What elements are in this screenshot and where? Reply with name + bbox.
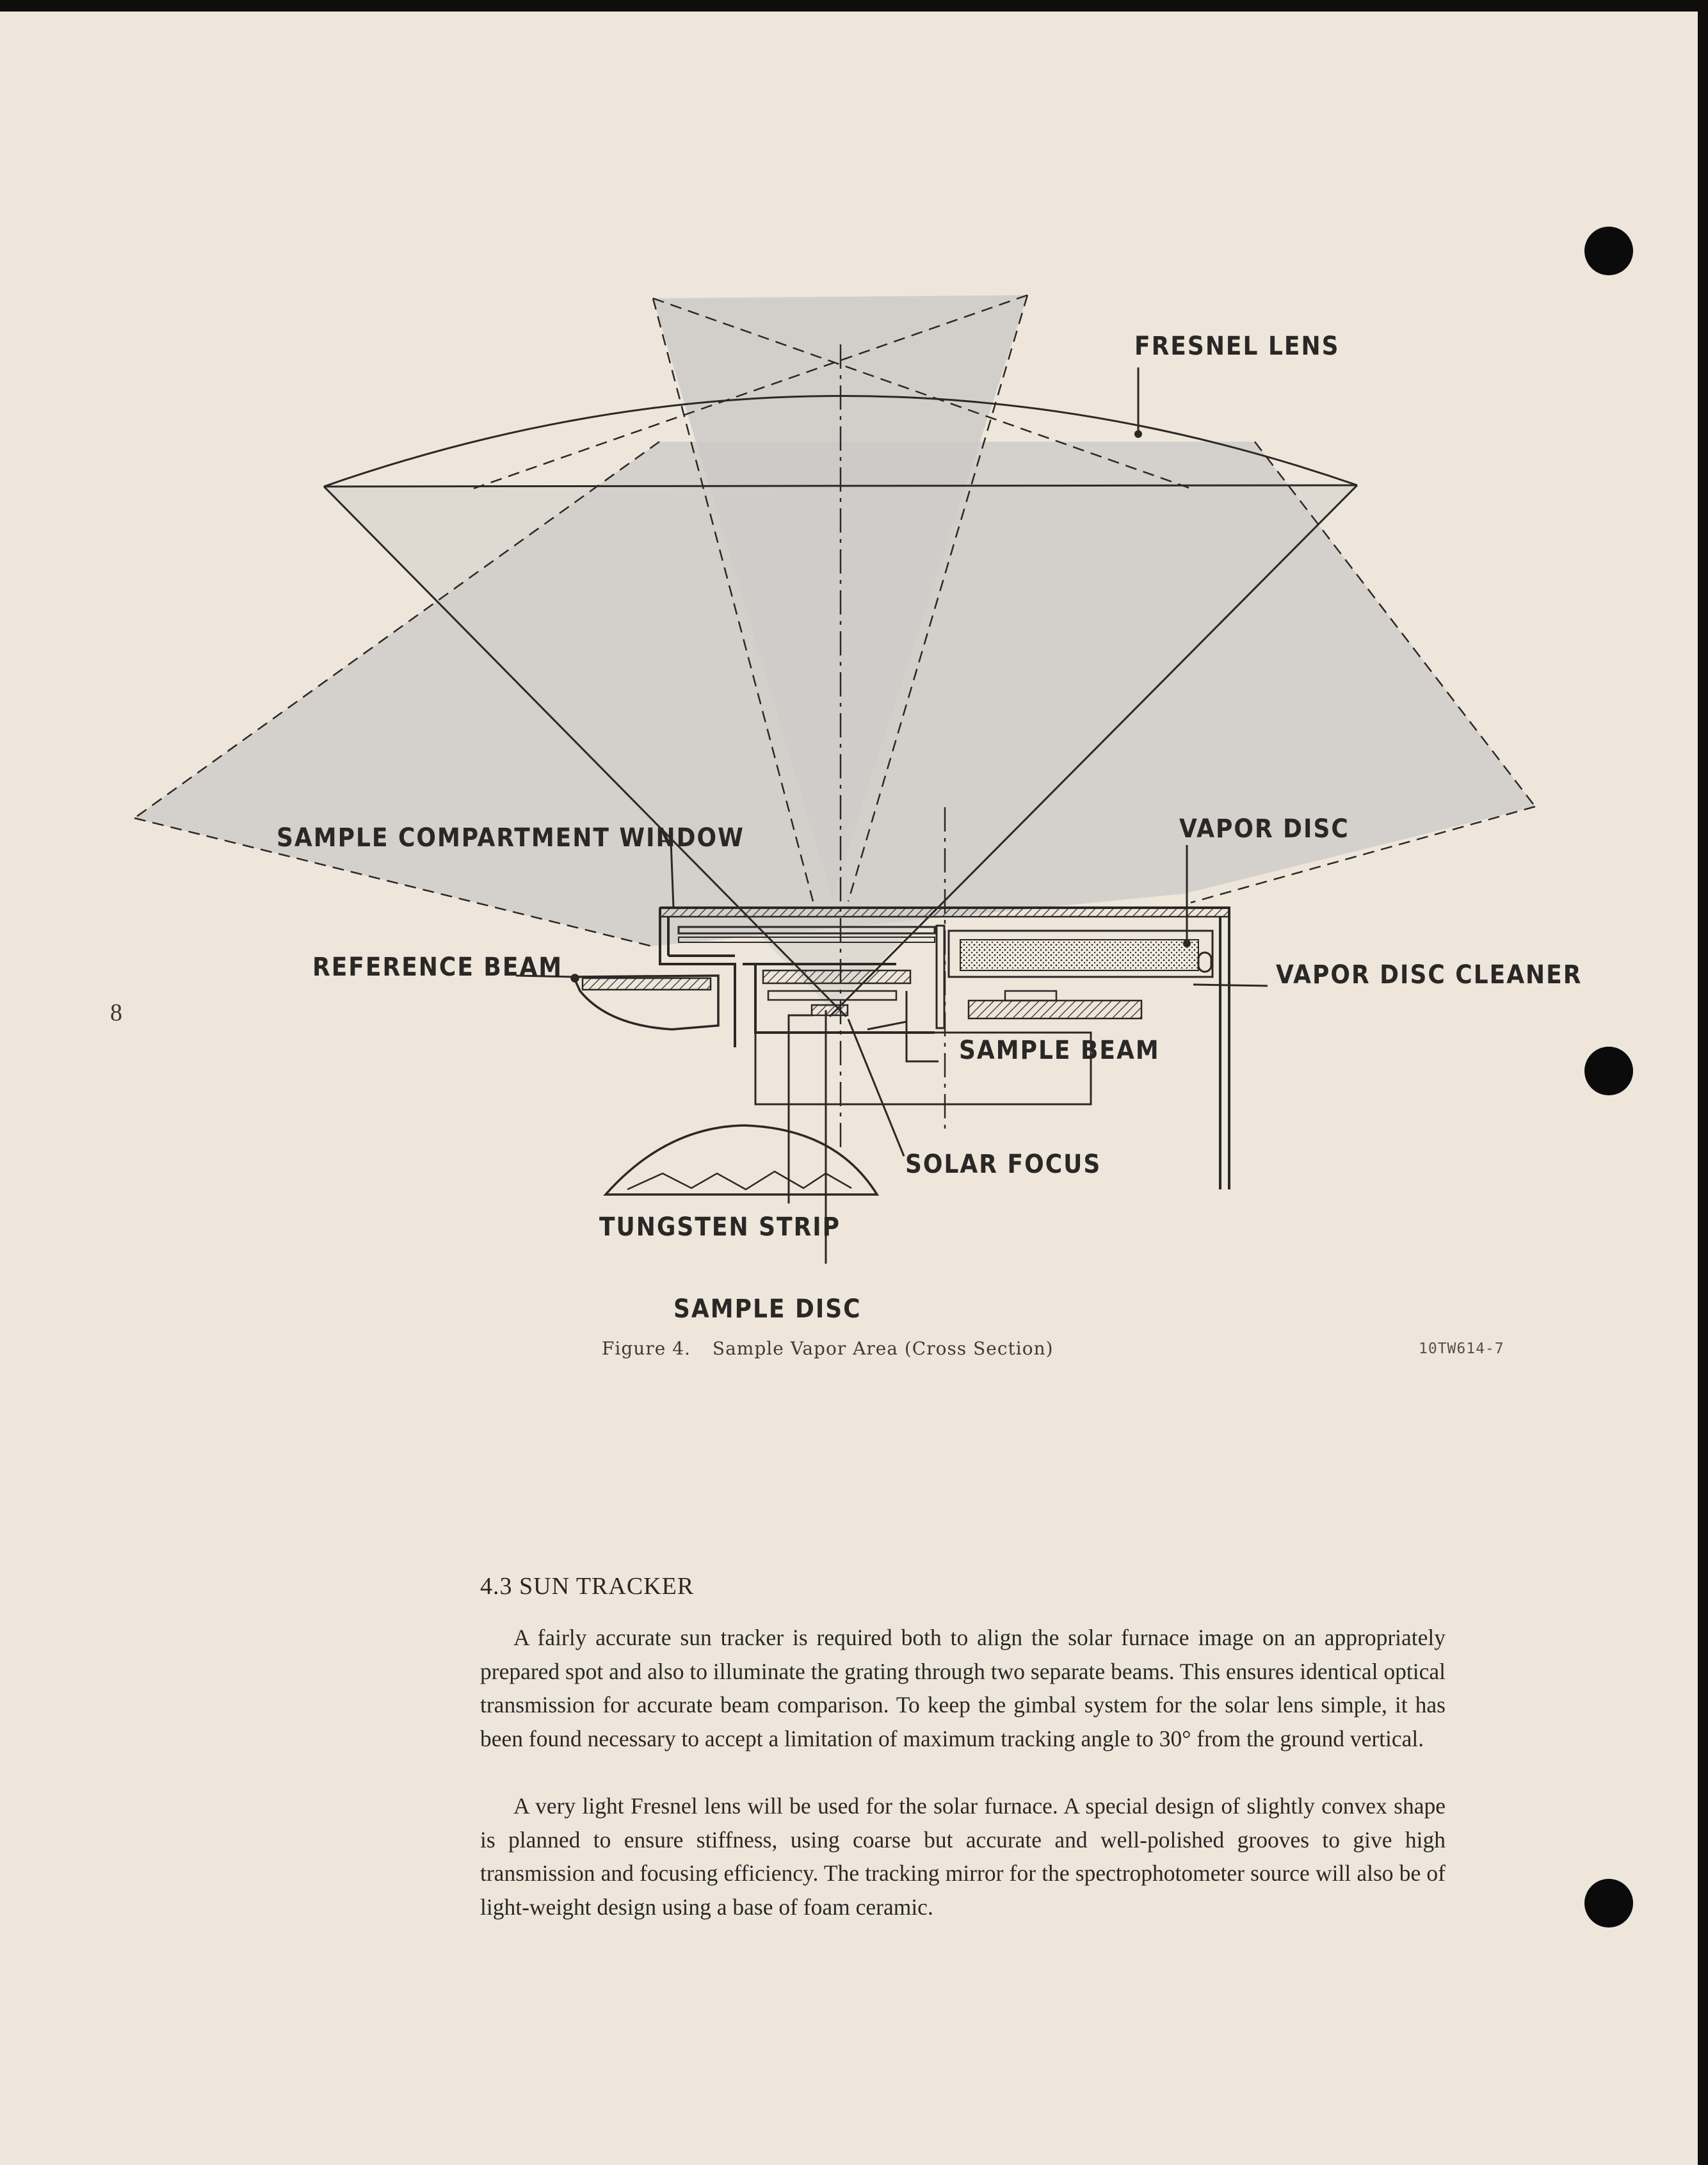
label-solar-focus: SOLAR FOCUS <box>905 1150 1102 1179</box>
figure-caption-title: Sample Vapor Area (Cross Section) <box>712 1338 1054 1359</box>
tungsten-strip-lamp <box>606 1125 877 1195</box>
fresnel-lens-pointer <box>1134 430 1142 438</box>
label-vapor-disc: VAPOR DISC <box>1179 814 1349 844</box>
label-sample-beam: SAMPLE BEAM <box>959 1036 1160 1065</box>
label-sample-disc: SAMPLE DISC <box>673 1294 862 1324</box>
figure-code: 10TW614-7 <box>1419 1340 1504 1357</box>
label-reference-beam: REFERENCE BEAM <box>312 953 563 982</box>
label-fresnel-lens: FRESNEL LENS <box>1134 332 1340 361</box>
vapor-disc-pointer <box>1183 940 1191 947</box>
figure-caption <box>602 1338 1054 1359</box>
reference-beam-mirror <box>572 975 718 1029</box>
figure-caption-number: Figure 4. <box>602 1338 691 1359</box>
label-tungsten-strip: TUNGSTEN STRIP <box>599 1212 841 1242</box>
body-paragraph: A very light Fresnel lens will be used for the solar furnace. A special design of slightly convex shape is planned to ensure stiffness, using coarse but accurate and well-polished grooves to give high transmission and focusing efficiency. The tracking mirror for the spectrophotometer source will also be of light-weight design using a base of foam ceramic. <box>480 1793 1446 1920</box>
binder-hole-bottom <box>1584 1879 1633 1928</box>
document-page <box>0 12 1698 2165</box>
section-heading: 4.3 SUN TRACKER <box>480 1573 695 1600</box>
page-number: 8 <box>110 999 122 1026</box>
sample-vapor-area-diagram <box>0 12 1698 1356</box>
body-paragraph: A fairly accurate sun tracker is required both to align the solar furnace image on an appropriately prepared spot and also to illuminate the grating through two separate beams. This ensures identical optical transmission for accurate beam comparison. To keep the gimbal system for the solar lens simple, it has been found necessary to accept a limitation of maximum tracking angle to 30° from the ground vertical. <box>480 1625 1446 1751</box>
label-sample-compartment-window: SAMPLE COMPARTMENT WINDOW <box>277 823 745 853</box>
label-vapor-disc-cleaner: VAPOR DISC CLEANER <box>1276 960 1583 990</box>
